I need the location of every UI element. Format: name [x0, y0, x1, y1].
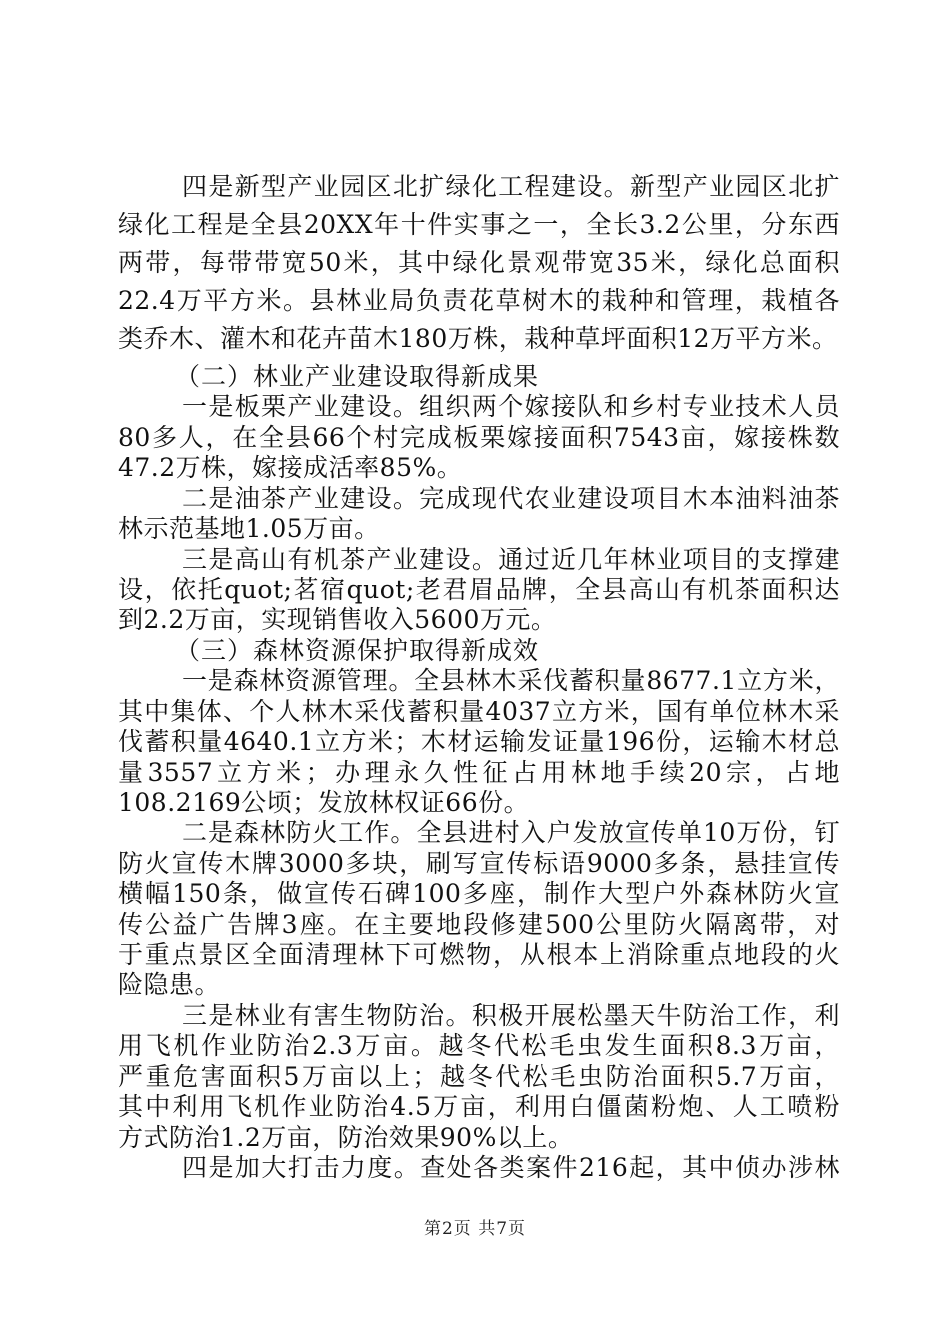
paragraph-line: 类乔木、灌木和花卉苗木180万株，栽种草坪面积12万平方米。	[118, 324, 838, 353]
paragraph-line: 横幅150条，做宣传石碑100多座，制作大型户外森林防火宣	[118, 879, 840, 908]
page-number-footer: 第2页 共7页	[423, 1219, 527, 1239]
paragraph-line: 22.4万平方米。县林业局负责花草树木的栽种和管理，栽植各	[118, 286, 840, 315]
paragraph-line: 量3557立方米；办理永久性征占用林地手续20宗，占地	[118, 758, 840, 787]
paragraph-line: 林示范基地1.05万亩。	[118, 514, 380, 543]
section-heading: （二）林业产业建设取得新成果	[175, 362, 540, 391]
paragraph-line: 二是森林防火工作。全县进村入户发放宣传单10万份，钉	[182, 818, 840, 847]
paragraph-line: 四是新型产业园区北扩绿化工程建设。新型产业园区北扩	[182, 172, 840, 201]
paragraph-line: 其中集体、个人林木采伐蓄积量4037立方米，国有单位林木采	[118, 697, 840, 726]
paragraph-line: 二是油茶产业建设。完成现代农业建设项目木本油料油茶	[182, 484, 840, 513]
paragraph-line: 一是森林资源管理。全县林木采伐蓄积量8677.1立方米，	[182, 666, 840, 695]
paragraph-line: 于重点景区全面清理林下可燃物，从根本上消除重点地段的火	[118, 940, 840, 969]
paragraph-line: 三是林业有害生物防治。积极开展松墨天牛防治工作，利	[182, 1001, 840, 1030]
paragraph-line: 用飞机作业防治2.3万亩。越冬代松毛虫发生面积8.3万亩，	[118, 1031, 840, 1060]
paragraph-line: 108.2169公顷；发放林权证66份。	[118, 788, 530, 817]
paragraph-line: 三是高山有机茶产业建设。通过近几年林业项目的支撑建	[182, 545, 840, 574]
paragraph-line: 严重危害面积5万亩以上；越冬代松毛虫防治面积5.7万亩，	[118, 1062, 840, 1091]
paragraph-line: 到2.2万亩，实现销售收入5600万元。	[118, 605, 557, 634]
paragraph-line: 80多人，在全县66个村完成板栗嫁接面积7543亩，嫁接株数	[118, 423, 840, 452]
paragraph-line: 方式防治1.2万亩，防治效果90%以上。	[118, 1123, 574, 1152]
paragraph-line: 伐蓄积量4640.1立方米；木材运输发证量196份，运输木材总	[118, 727, 840, 756]
paragraph-line: 设，依托quot;茗宿quot;老君眉品牌，全县高山有机茶面积达	[118, 575, 840, 604]
paragraph-line: 47.2万株，嫁接成活率85%。	[118, 453, 463, 482]
paragraph-line: 防火宣传木牌3000多块，刷写宣传标语9000多条，悬挂宣传	[118, 849, 840, 878]
paragraph-line: 一是板栗产业建设。组织两个嫁接队和乡村专业技术人员	[182, 392, 840, 421]
section-heading: （三）森林资源保护取得新成效	[175, 636, 540, 665]
paragraph-line: 传公益广告牌3座。在主要地段修建500公里防火隔离带，对	[118, 910, 840, 939]
paragraph-line: 绿化工程是全县20XX年十件实事之一，全长3.2公里，分东西	[118, 210, 840, 239]
paragraph-line: 其中利用飞机作业防治4.5万亩，利用白僵菌粉炮、人工喷粉	[118, 1092, 840, 1121]
paragraph-line: 两带，每带带宽50米，其中绿化景观带宽35米，绿化总面积	[118, 248, 840, 277]
paragraph-line: 险隐患。	[118, 970, 221, 999]
paragraph-line: 四是加大打击力度。查处各类案件216起，其中侦办涉林	[182, 1153, 840, 1182]
